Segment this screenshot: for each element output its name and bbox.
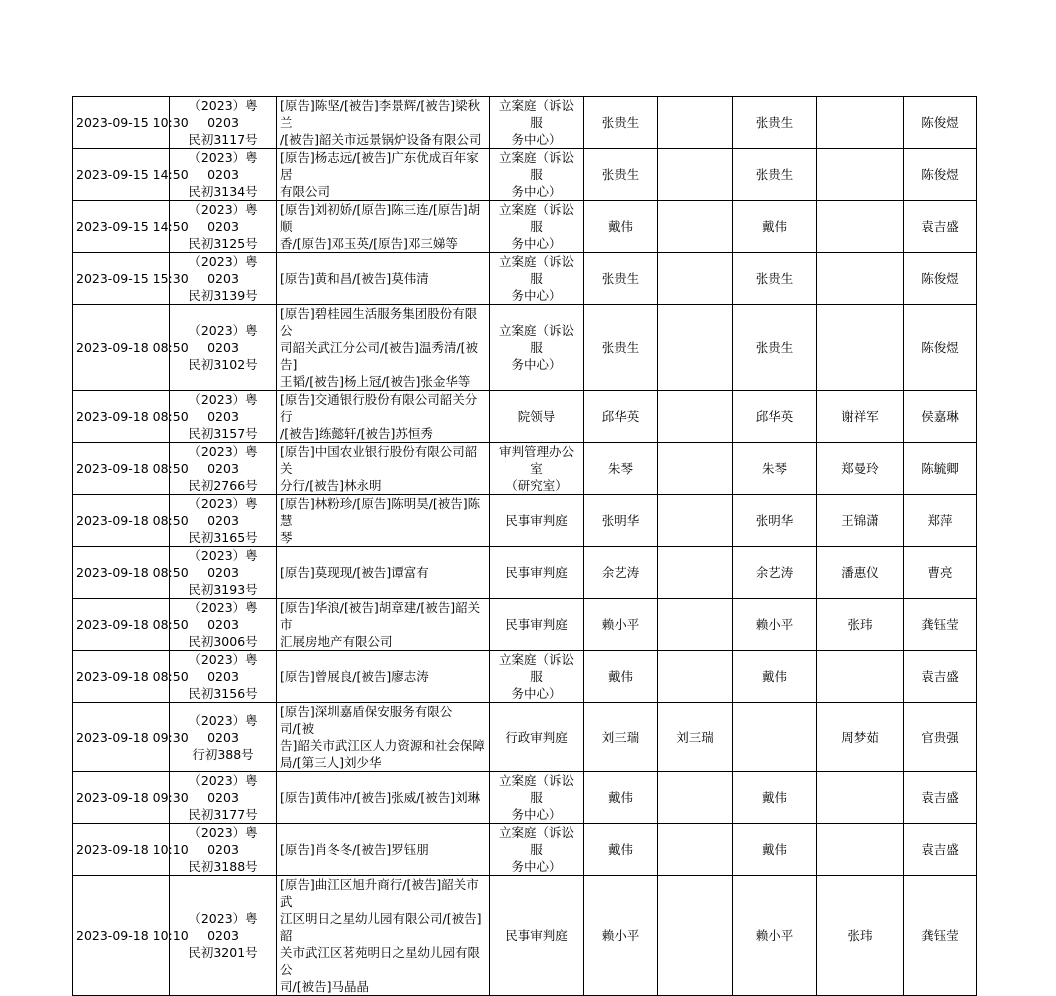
- judge-2-cell: [658, 253, 733, 305]
- case-number-cell-line: 民初3139号: [188, 288, 258, 303]
- case-number-cell-line: （2023）粤0203: [188, 496, 258, 528]
- parties-cell-line: [原告]黄伟冲/[被告]张威/[被告]刘琳: [280, 790, 481, 805]
- parties-cell-line: [原告]华浪/[被告]胡章建/[被告]韶关市: [280, 600, 481, 632]
- department-cell: [490, 149, 584, 201]
- judge-cell: 赖小平: [584, 599, 658, 651]
- presiding-judge-cell: 戴伟: [733, 824, 817, 876]
- presiding-judge-cell: 戴伟: [733, 772, 817, 824]
- hearing-time-cell: 2023-09-18 08:50: [73, 495, 170, 547]
- judge-cell: 张贵生: [584, 149, 658, 201]
- assistant-cell: [817, 97, 904, 149]
- department-cell-line: 立案庭（诉讼服: [498, 202, 574, 234]
- hearing-time-cell: 2023-09-18 08:50: [73, 547, 170, 599]
- department-cell: [490, 599, 584, 651]
- presiding-judge-cell: 朱琴: [733, 443, 817, 495]
- hearing-time-cell: 2023-09-18 08:50: [73, 305, 170, 391]
- parties-cell-line: 琴: [280, 530, 293, 545]
- hearing-time-cell: 2023-09-18 08:50: [73, 391, 170, 443]
- table-row: [73, 149, 977, 201]
- assistant-cell: 张玮: [817, 876, 904, 996]
- parties-cell-line: [原告]曾展良/[被告]廖志涛: [280, 669, 429, 684]
- hearing-time-cell: 2023-09-15 14:50: [73, 149, 170, 201]
- judge-cell: 张贵生: [584, 253, 658, 305]
- judge-cell: 张贵生: [584, 305, 658, 391]
- department-cell-line: 民事审判庭: [505, 617, 568, 632]
- judge-2-cell: [658, 824, 733, 876]
- department-cell-line: 民事审判庭: [505, 565, 568, 580]
- judge-cell: 刘三瑞: [584, 703, 658, 772]
- judge-2-cell: [658, 876, 733, 996]
- case-number-cell-line: 民初3102号: [188, 357, 258, 372]
- hearing-time-cell: 2023-09-18 10:10: [73, 876, 170, 996]
- department-cell: [490, 391, 584, 443]
- parties-cell-line: 有限公司: [280, 184, 331, 199]
- parties-cell: [277, 443, 490, 495]
- department-cell: [490, 651, 584, 703]
- parties-cell: [277, 876, 490, 996]
- table-row: [73, 547, 977, 599]
- parties-cell-line: 香/[原告]邓玉英/[原告]邓三娣等: [280, 236, 458, 251]
- case-number-cell-line: 民初3006号: [188, 634, 258, 649]
- presiding-judge-cell: 张贵生: [733, 305, 817, 391]
- table-row: [73, 651, 977, 703]
- parties-cell-line: 江区明日之星幼儿园有限公司/[被告]韶: [280, 911, 482, 943]
- case-number-cell-line: 民初3117号: [188, 132, 258, 147]
- presiding-judge-cell: 戴伟: [733, 201, 817, 253]
- case-number-cell-line: （2023）粤0203: [188, 712, 258, 745]
- parties-cell-line: [原告]碧桂园生活服务集团股份有限公: [280, 306, 478, 338]
- department-cell: [490, 824, 584, 876]
- parties-cell: [277, 772, 490, 824]
- hearing-time-cell: 2023-09-15 10:30: [73, 97, 170, 149]
- judge-cell: 张明华: [584, 495, 658, 547]
- hearing-time-cell: 2023-09-18 10:10: [73, 824, 170, 876]
- parties-cell-line: 分行/[被告]林永明: [280, 478, 382, 493]
- case-number-cell-line: （2023）粤0203: [188, 392, 258, 424]
- case-number-cell-line: 民初2766号: [188, 478, 258, 493]
- judge-2-cell: [658, 651, 733, 703]
- table-row: [73, 201, 977, 253]
- department-cell-line: 立案庭（诉讼服: [498, 825, 574, 857]
- parties-cell: [277, 305, 490, 391]
- parties-cell-line: 王韬/[被告]杨上冠/[被告]张金华等: [280, 374, 471, 389]
- clerk-cell: 陈毓卿: [904, 443, 977, 495]
- case-number-cell-line: 民初3134号: [188, 184, 258, 199]
- department-cell-line: 务中心）: [511, 859, 562, 874]
- presiding-judge-cell: 张明华: [733, 495, 817, 547]
- assistant-cell: 潘惠仪: [817, 547, 904, 599]
- clerk-cell: 侯嘉琳: [904, 391, 977, 443]
- table-row: [73, 772, 977, 824]
- parties-cell-line: 司韶关武江分公司/[被告]温秀清/[被告]: [280, 340, 479, 372]
- judge-2-cell: [658, 201, 733, 253]
- assistant-cell: [817, 651, 904, 703]
- assistant-cell: [817, 305, 904, 391]
- table-row: [73, 876, 977, 996]
- assistant-cell: [817, 772, 904, 824]
- presiding-judge-cell: 邱华英: [733, 391, 817, 443]
- department-cell: [490, 305, 584, 391]
- department-cell-line: 立案庭（诉讼服: [498, 652, 574, 684]
- case-number-cell-line: 民初3188号: [188, 859, 258, 874]
- case-number-cell-line: 民初3157号: [188, 426, 258, 441]
- department-cell-line: （研究室）: [505, 478, 568, 493]
- table-row: [73, 443, 977, 495]
- hearing-time-cell: 2023-09-18 08:50: [73, 443, 170, 495]
- department-cell-line: 民事审判庭: [505, 513, 568, 528]
- judge-cell: 朱琴: [584, 443, 658, 495]
- case-number-cell-line: （2023）粤0203: [188, 323, 258, 355]
- parties-cell-line: 关市武江区茗苑明日之星幼儿园有限公: [280, 945, 481, 977]
- clerk-cell: 陈俊煜: [904, 253, 977, 305]
- parties-cell-line: /[被告]练懿轩/[被告]苏恒秀: [280, 426, 433, 441]
- parties-cell-line: [原告]杨志远/[被告]广东优成百年家居: [280, 150, 479, 182]
- presiding-judge-cell: 张贵生: [733, 97, 817, 149]
- parties-cell: [277, 391, 490, 443]
- clerk-cell: 官贵强: [904, 703, 977, 772]
- assistant-cell: 张玮: [817, 599, 904, 651]
- parties-cell-line: [原告]中国农业银行股份有限公司韶关: [280, 444, 478, 476]
- department-cell: [490, 97, 584, 149]
- judge-2-cell: [658, 391, 733, 443]
- table-row: [73, 253, 977, 305]
- department-cell: [490, 703, 584, 772]
- department-cell: [490, 876, 584, 996]
- hearing-time-cell: 2023-09-18 08:50: [73, 651, 170, 703]
- case-number-cell-line: 民初3165号: [188, 530, 258, 545]
- department-cell-line: 务中心）: [511, 288, 562, 303]
- case-number-cell-line: （2023）粤0203: [188, 150, 258, 182]
- judge-cell: 戴伟: [584, 201, 658, 253]
- judge-cell: 邱华英: [584, 391, 658, 443]
- parties-cell: [277, 651, 490, 703]
- case-number-cell-line: （2023）粤0203: [188, 773, 258, 805]
- department-cell: [490, 443, 584, 495]
- presiding-judge-cell: 余艺涛: [733, 547, 817, 599]
- parties-cell-line: [原告]陈坚/[被告]李景辉/[被告]梁秋兰: [280, 98, 481, 130]
- presiding-judge-cell: 张贵生: [733, 149, 817, 201]
- presiding-judge-cell: [733, 703, 817, 772]
- department-cell-line: 务中心）: [511, 686, 562, 701]
- case-number-cell-line: 行初388号: [192, 746, 254, 762]
- case-number-cell-line: （2023）粤0203: [188, 825, 258, 857]
- presiding-judge-cell: 赖小平: [733, 876, 817, 996]
- judge-2-cell: [658, 599, 733, 651]
- judge-cell: 赖小平: [584, 876, 658, 996]
- assistant-cell: 周梦茹: [817, 703, 904, 772]
- hearing-time-cell: 2023-09-18 09:30: [73, 772, 170, 824]
- assistant-cell: [817, 824, 904, 876]
- judge-2-cell: [658, 772, 733, 824]
- judge-2-cell: [658, 305, 733, 391]
- parties-cell-line: [原告]刘初娇/[原告]陈三连/[原告]胡顺: [280, 202, 481, 234]
- parties-cell: [277, 201, 490, 253]
- case-number-cell-line: （2023）粤0203: [188, 444, 258, 476]
- table-row: [73, 97, 977, 149]
- department-cell: [490, 253, 584, 305]
- department-cell-line: 院领导: [517, 409, 556, 424]
- department-cell-line: 行政审判庭: [505, 729, 568, 745]
- table-row: [73, 599, 977, 651]
- clerk-cell: 袁吉盛: [904, 651, 977, 703]
- assistant-cell: 王锦潇: [817, 495, 904, 547]
- clerk-cell: 袁吉盛: [904, 824, 977, 876]
- parties-cell: [277, 495, 490, 547]
- case-number-cell-line: （2023）粤0203: [188, 600, 258, 632]
- assistant-cell: [817, 149, 904, 201]
- department-cell-line: 务中心）: [511, 184, 562, 199]
- parties-cell: [277, 599, 490, 651]
- table-body: [73, 97, 977, 996]
- parties-cell-line: 局/[第三人]刘少华: [280, 755, 382, 770]
- clerk-cell: 陈俊煜: [904, 149, 977, 201]
- parties-cell: [277, 149, 490, 201]
- clerk-cell: 袁吉盛: [904, 201, 977, 253]
- department-cell: [490, 547, 584, 599]
- department-cell-line: 务中心）: [511, 132, 562, 147]
- parties-cell: [277, 824, 490, 876]
- case-number-cell-line: 民初3125号: [188, 236, 258, 251]
- assistant-cell: [817, 201, 904, 253]
- hearing-time-cell: 2023-09-18 08:50: [73, 599, 170, 651]
- department-cell: [490, 495, 584, 547]
- case-number-cell-line: 民初3201号: [188, 945, 258, 960]
- hearing-time-cell: 2023-09-15 15:30: [73, 253, 170, 305]
- table-row: [73, 703, 977, 772]
- department-cell-line: 审判管理办公室: [498, 444, 574, 476]
- parties-cell-line: /[被告]韶关市远景锅炉设备有限公司: [280, 132, 482, 147]
- clerk-cell: 龚钰莹: [904, 876, 977, 996]
- case-number-cell-line: （2023）粤0203: [188, 202, 258, 234]
- department-cell-line: 务中心）: [511, 807, 562, 822]
- table-row: [73, 824, 977, 876]
- department-cell-line: 立案庭（诉讼服: [498, 773, 574, 805]
- parties-cell-line: [原告]曲江区旭升商行/[被告]韶关市武: [280, 877, 479, 909]
- parties-cell-line: 汇展房地产有限公司: [280, 634, 393, 649]
- parties-cell-line: [原告]肖冬冬/[被告]罗钰朋: [280, 842, 429, 857]
- department-cell-line: 立案庭（诉讼服: [498, 323, 574, 355]
- judge-2-cell: 刘三瑞: [658, 703, 733, 772]
- case-number-cell-line: （2023）粤0203: [188, 254, 258, 286]
- parties-cell: [277, 253, 490, 305]
- department-cell-line: 民事审判庭: [505, 928, 568, 943]
- judge-cell: 戴伟: [584, 824, 658, 876]
- clerk-cell: 曹亮: [904, 547, 977, 599]
- presiding-judge-cell: 赖小平: [733, 599, 817, 651]
- hearing-schedule-table: [72, 96, 977, 996]
- presiding-judge-cell: 戴伟: [733, 651, 817, 703]
- judge-2-cell: [658, 547, 733, 599]
- judge-cell: 戴伟: [584, 772, 658, 824]
- parties-cell: [277, 703, 490, 772]
- judge-2-cell: [658, 97, 733, 149]
- table-row: [73, 495, 977, 547]
- department-cell-line: 立案庭（诉讼服: [498, 150, 574, 182]
- department-cell-line: 务中心）: [511, 357, 562, 372]
- judge-cell: 张贵生: [584, 97, 658, 149]
- clerk-cell: 郑萍: [904, 495, 977, 547]
- parties-cell-line: 告]韶关市武江区人力资源和社会保障: [280, 738, 485, 753]
- hearing-time-cell: 2023-09-18 09:30: [73, 703, 170, 772]
- parties-cell-line: [原告]林粉珍/[原告]陈明昊/[被告]陈慧: [280, 496, 481, 528]
- clerk-cell: 陈俊煜: [904, 97, 977, 149]
- presiding-judge-cell: 张贵生: [733, 253, 817, 305]
- parties-cell: [277, 97, 490, 149]
- case-number-cell-line: （2023）粤0203: [188, 652, 258, 684]
- case-number-cell-line: 民初3193号: [188, 582, 258, 597]
- parties-cell-line: 司/[被告]马晶晶: [280, 979, 369, 994]
- hearing-time-cell: 2023-09-15 14:50: [73, 201, 170, 253]
- department-cell-line: 立案庭（诉讼服: [498, 98, 574, 130]
- judge-cell: 戴伟: [584, 651, 658, 703]
- parties-cell-line: [原告]交通银行股份有限公司韶关分行: [280, 392, 478, 424]
- judge-2-cell: [658, 149, 733, 201]
- parties-cell-line: [原告]莫现现/[被告]谭富有: [280, 565, 429, 580]
- case-number-cell-line: 民初3156号: [188, 686, 258, 701]
- clerk-cell: 龚钰莹: [904, 599, 977, 651]
- assistant-cell: 谢祥军: [817, 391, 904, 443]
- department-cell-line: 务中心）: [511, 236, 562, 251]
- clerk-cell: 袁吉盛: [904, 772, 977, 824]
- table-row: [73, 305, 977, 391]
- assistant-cell: [817, 253, 904, 305]
- parties-cell-line: [原告]深圳嘉盾保安服务有限公司/[被: [280, 704, 453, 736]
- judge-2-cell: [658, 443, 733, 495]
- parties-cell-line: [原告]黄和昌/[被告]莫伟清: [280, 271, 429, 286]
- department-cell: [490, 772, 584, 824]
- judge-cell: 余艺涛: [584, 547, 658, 599]
- case-number-cell-line: （2023）粤0203: [188, 98, 258, 130]
- judge-2-cell: [658, 495, 733, 547]
- table-row: [73, 391, 977, 443]
- case-number-cell-line: （2023）粤0203: [188, 548, 258, 580]
- parties-cell: [277, 547, 490, 599]
- assistant-cell: 郑曼玲: [817, 443, 904, 495]
- case-number-cell-line: 民初3177号: [188, 807, 258, 822]
- department-cell: [490, 201, 584, 253]
- department-cell-line: 立案庭（诉讼服: [498, 254, 574, 286]
- clerk-cell: 陈俊煜: [904, 305, 977, 391]
- case-number-cell-line: （2023）粤0203: [188, 911, 258, 943]
